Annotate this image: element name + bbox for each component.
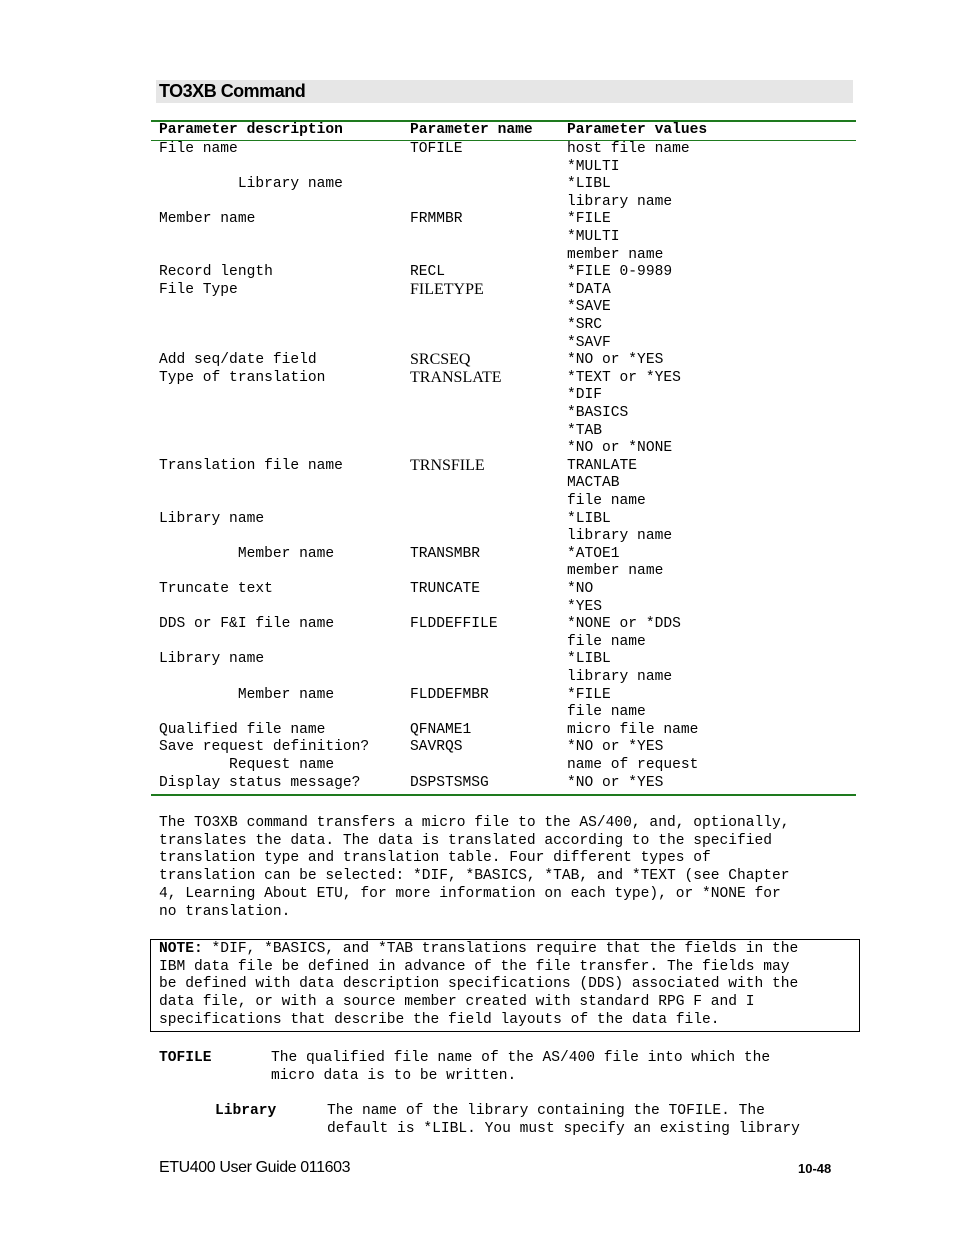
header-parameter-values: Parameter values	[567, 122, 708, 138]
param-value: *NONE or *DDS	[567, 616, 681, 633]
param-value: *LIBL	[567, 651, 611, 668]
footer-page-number: 10-48	[798, 1161, 832, 1176]
param-name: QFNAME1	[410, 721, 472, 738]
param-name: DSPSTSMSG	[410, 774, 489, 791]
param-value: *MULTI	[567, 229, 620, 245]
param-value: *NO or *YES	[567, 739, 664, 756]
param-value: *NO or *YES	[567, 352, 664, 369]
param-description: Member name	[159, 686, 335, 703]
param-value: file name	[567, 704, 646, 721]
param-name: TRANSMBR	[410, 545, 481, 562]
param-description: Member name	[159, 211, 256, 228]
param-description: Display status message?	[159, 774, 361, 791]
note-line: IBM data file be defined in advance of the file transfer. The fields may	[159, 958, 790, 975]
param-value: *DIF	[567, 387, 603, 404]
param-description: File Type	[159, 281, 238, 298]
param-description: Member name	[159, 545, 335, 562]
param-value: *SAVF	[567, 334, 611, 351]
param-value: host file name	[567, 141, 690, 157]
param-description: Library name	[159, 510, 265, 527]
param-value: *ATOE1	[567, 545, 620, 562]
param-value: *NO or *YES	[567, 774, 664, 791]
definition-text: The qualified file name of the AS/400 file into which the	[271, 1050, 771, 1066]
param-value: file name	[567, 493, 646, 509]
definition-text: The name of the library containing the TOFILE. The	[327, 1103, 765, 1119]
note-first-line	[159, 941, 798, 959]
param-value: library name	[567, 528, 673, 545]
param-value: file name	[567, 633, 646, 650]
note-line: data file, or with a source member created with standard RPG F and I	[159, 994, 755, 1011]
param-value: *FILE	[567, 211, 611, 228]
definition-text: default is *LIBL. You must specify an existing library	[327, 1120, 800, 1137]
param-value: *TEXT or *YES	[567, 369, 681, 386]
param-name: RECL	[410, 264, 446, 281]
param-value: *TAB	[567, 422, 603, 439]
param-value: *BASICS	[567, 405, 629, 421]
param-name: FILETYPE	[410, 280, 484, 298]
param-value: micro file name	[567, 721, 699, 738]
param-name: TRANSLATE	[410, 368, 502, 386]
param-value: *FILE	[567, 686, 611, 703]
param-value: *SAVE	[567, 299, 611, 316]
param-description: Save request definition?	[159, 739, 370, 756]
param-description: Truncate text	[159, 581, 273, 597]
param-description: Request name	[159, 757, 335, 773]
param-value: library name	[567, 193, 673, 210]
page-title: TO3XB Command	[159, 81, 306, 101]
param-value: library name	[567, 669, 673, 685]
param-description: File name	[159, 141, 238, 157]
header-parameter-description: Parameter description	[159, 122, 343, 138]
param-name: SAVRQS	[410, 739, 463, 756]
param-value: MACTAB	[567, 475, 620, 492]
table-header-rule	[151, 140, 856, 141]
header-parameter-name: Parameter name	[410, 122, 533, 138]
param-value: *MULTI	[567, 158, 620, 175]
command-description: The TO3XB command transfers a micro file to the AS/400, and, optionally, translates the data. The data is translated according to the specified translation type and translation table. Four different types of translation can be selected: *DIF, *BASICS, *TAB, and *TEXT (see Chapter 4, Learning About ETU, for more information on each type), or *NONE for no translation.	[159, 815, 790, 920]
param-value: *SRC	[567, 317, 603, 333]
param-name: TOFILE	[410, 141, 463, 157]
param-name: FLDDEFMBR	[410, 686, 489, 703]
footer-guide-title: ETU400 User Guide 011603	[159, 1159, 351, 1176]
param-name: FRMMBR	[410, 211, 463, 228]
definition-text: micro data is to be written.	[271, 1067, 517, 1084]
section-title-bar	[156, 80, 853, 103]
param-value: name of request	[567, 757, 699, 773]
param-value: *FILE 0-9989	[567, 264, 673, 281]
param-value: *YES	[567, 598, 603, 615]
param-name: FLDDEFFILE	[410, 616, 498, 633]
param-description: Library name	[159, 651, 265, 668]
definition-term: Library	[215, 1103, 277, 1119]
param-value: member name	[567, 563, 664, 580]
param-name: TRNSFILE	[410, 456, 485, 474]
param-description: Library name	[159, 176, 343, 193]
param-value: *NO or *NONE	[567, 440, 673, 457]
param-value: member name	[567, 246, 664, 263]
param-description: Record length	[159, 264, 273, 281]
param-name: SRCSEQ	[410, 351, 471, 369]
param-value: *LIBL	[567, 510, 611, 527]
param-description: Type of translation	[159, 369, 326, 386]
param-value: *NO	[567, 581, 594, 597]
param-value: *LIBL	[567, 176, 611, 193]
param-description: DDS or F&I file name	[159, 616, 335, 633]
param-description: Qualified file name	[159, 721, 326, 738]
param-description: Translation file name	[159, 457, 343, 474]
definition-term: TOFILE	[159, 1050, 212, 1066]
note-line: specifications that describe the field layouts of the data file.	[159, 1011, 720, 1028]
param-description: Add seq/date field	[159, 352, 317, 369]
param-name: TRUNCATE	[410, 581, 481, 597]
param-value: *DATA	[567, 281, 611, 298]
table-bottom-rule	[151, 794, 856, 796]
note-first-text: *DIF, *BASICS, and *TAB translations require that the fields in the	[202, 941, 799, 957]
note-label: NOTE:	[159, 941, 203, 957]
note-box	[150, 939, 860, 1032]
note-line: be defined with data description specifications (DDS) associated with the	[159, 976, 799, 993]
param-value: TRANLATE	[567, 457, 638, 474]
